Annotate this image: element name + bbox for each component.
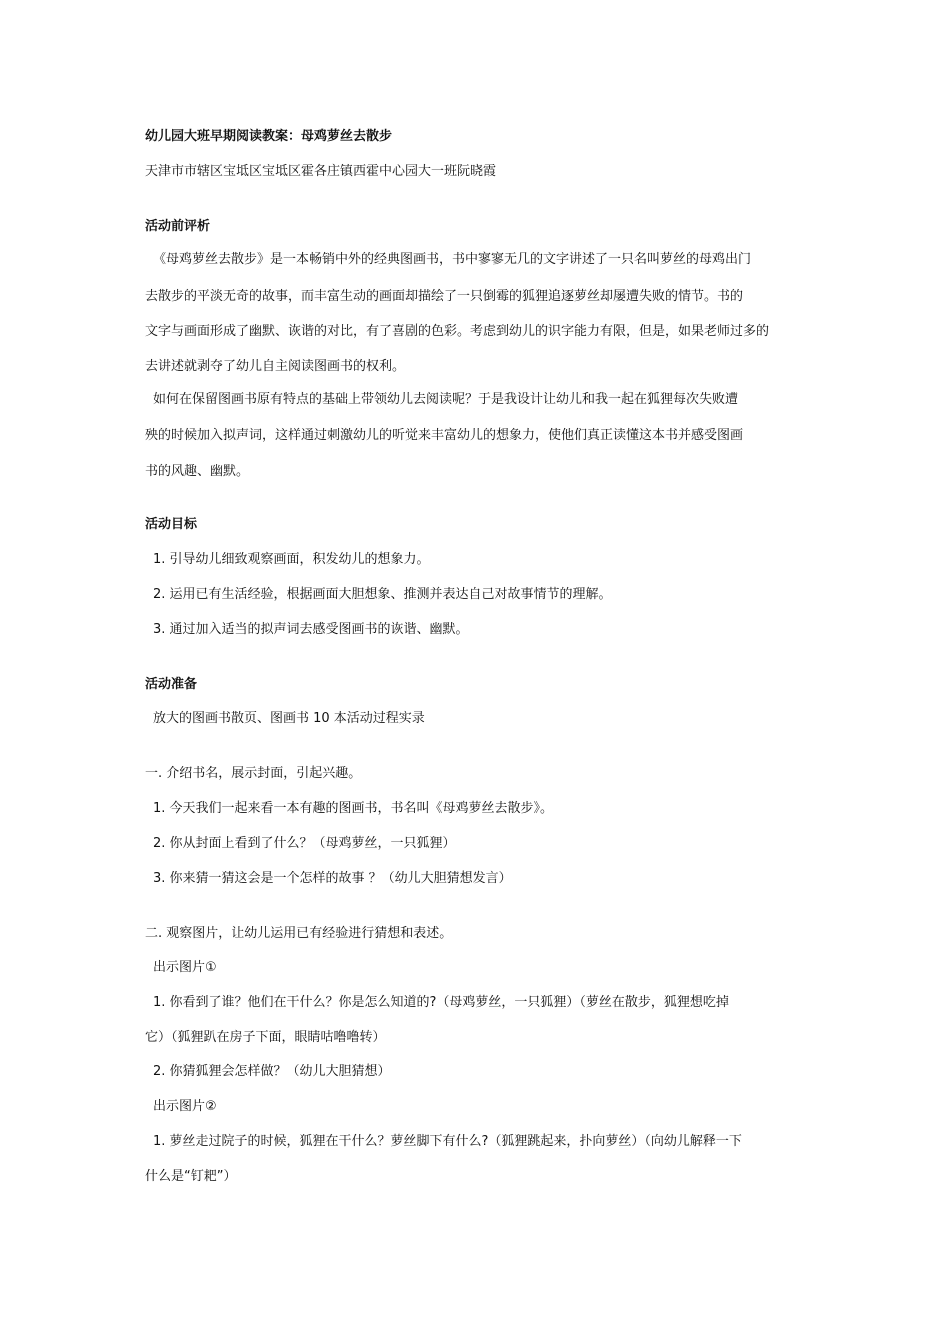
- goal-item: 2. 运用已有生活经验，根据画面大胆想象、推测并表达自己对故事情节的理解。: [153, 587, 612, 602]
- part-one-item: 2. 你从封面上看到了什么？（母鸡萝丝，一只狐狸）: [153, 836, 456, 851]
- author-line: 天津市市辖区宝坻区宝坻区霍各庄镇西霍中心园大一班阮晓霞: [145, 164, 497, 179]
- section-heading-goals: 活动目标: [145, 517, 198, 532]
- question-line: 1. 萝丝走过院子的时候，狐狸在干什么？萝丝脚下有什么?（狐狸跳起来，扑向萝丝）（向幼儿解释一下: [153, 1134, 742, 1149]
- goal-item: 1. 引导幼儿细致观察画面，积发幼儿的想象力。: [153, 552, 430, 567]
- picture-two-label: 出示图片②: [153, 1099, 217, 1114]
- part-two-heading: 二. 观察图片，让幼儿运用已有经验进行猜想和表述。: [145, 926, 453, 941]
- part-one-heading: 一. 介绍书名，展示封面，引起兴趣。: [145, 766, 362, 781]
- part-one-item: 1. 今天我们一起来看一本有趣的图画书，书名叫《母鸡萝丝去散步》。: [153, 801, 554, 816]
- paragraph-line: 去散步的平淡无奇的故事，而丰富生动的画面却描绘了一只倒霉的狐狸追逐萝丝却屡遭失败的情节。书的: [145, 289, 744, 304]
- question-line: 它）（狐狸趴在房子下面，眼睛咕噜噜转）: [145, 1030, 386, 1045]
- picture-one-label: 出示图片①: [153, 960, 217, 975]
- paragraph-line: 殃的时候加入拟声词，这样通过刺激幼儿的听觉来丰富幼儿的想象力，使他们真正读懂这本书并感受图画: [145, 428, 744, 443]
- question-line: 1. 你看到了谁？他们在干什么？你是怎么知道的?（母鸡萝丝，一只狐狸）（萝丝在散步，狐狸想吃掉: [153, 995, 729, 1010]
- part-one-item: 3. 你来猜一猜这会是一个怎样的故事 ？（幼儿大胆猜想发言）: [153, 871, 512, 886]
- section-heading-preparation: 活动准备: [145, 677, 198, 692]
- document-title: 幼儿园大班早期阅读教案：母鸡萝丝去散步: [145, 129, 393, 144]
- question-line: 2. 你猜狐狸会怎样做？（幼儿大胆猜想）: [153, 1064, 391, 1079]
- paragraph-line: 如何在保留图画书原有特点的基础上带领幼儿去阅读呢？于是我设计让幼儿和我一起在狐狸每次失败遭: [153, 392, 739, 407]
- preparation-text: 放大的图画书散页、图画书 10 本活动过程实录: [153, 711, 425, 726]
- paragraph-line: 《母鸡萝丝去散步》是一本畅销中外的经典图画书，书中寥寥无几的文字讲述了一只名叫萝丝的母鸡出门: [153, 252, 752, 267]
- goal-item: 3. 通过加入适当的拟声词去感受图画书的诙谐、幽默。: [153, 622, 469, 637]
- question-line: 什么是“钉耙”）: [145, 1169, 237, 1184]
- paragraph-line: 文字与画面形成了幽默、诙谐的对比，有了喜剧的色彩。考虑到幼儿的识字能力有限，但是，如果老师过多的: [145, 324, 770, 339]
- paragraph-line: 去讲述就剥夺了幼儿自主阅读图画书的权利。: [145, 359, 406, 374]
- section-heading-evaluation: 活动前评析: [145, 219, 211, 234]
- paragraph-line: 书的风趣、幽默。: [145, 464, 250, 479]
